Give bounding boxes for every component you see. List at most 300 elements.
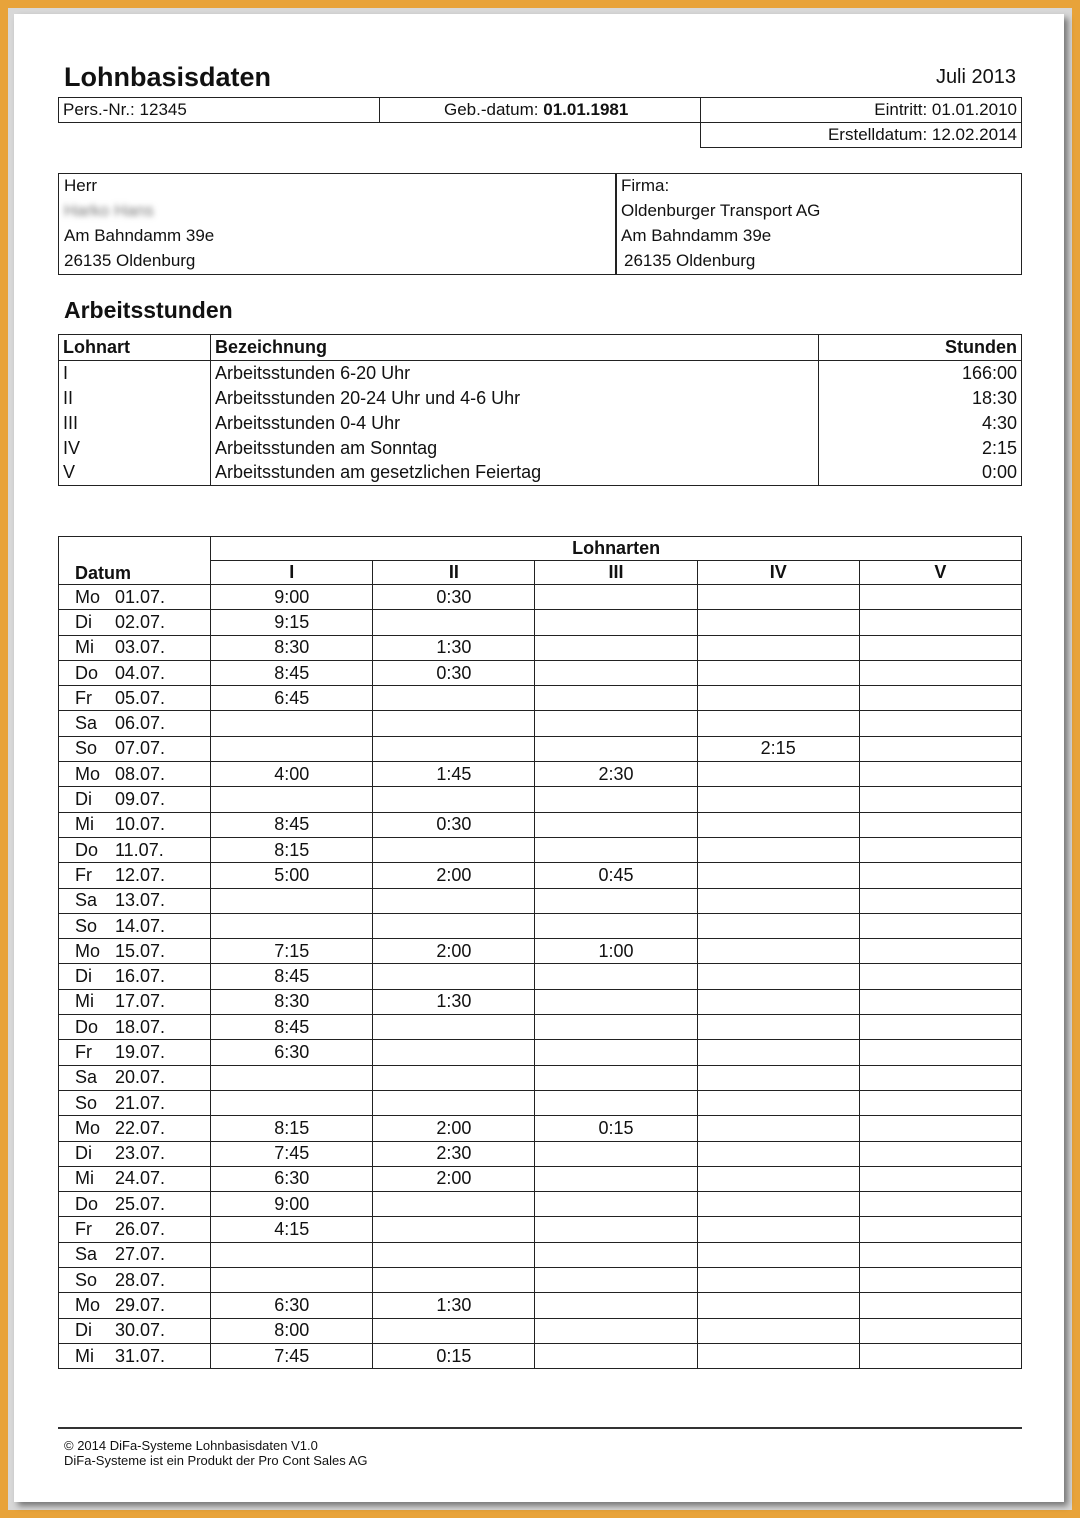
hours-cell [697,939,859,964]
hours-cell [535,1065,697,1090]
eintritt-value: 01.01.2010 [931,100,1017,119]
hours-cell [697,1318,859,1343]
weekday: Mo [75,1294,101,1315]
day-date [59,762,211,787]
hours-cell [697,1090,859,1115]
hours-cell [697,660,859,685]
hours-cell [697,635,859,660]
hours-cell [535,1040,697,1065]
date: 13.07. [115,890,166,911]
date: 28.07. [115,1269,166,1290]
summary-lohnart: IV [59,436,211,461]
address-divider [615,173,617,275]
footer-line-1: © 2014 DiFa-Systeme Lohnbasisdaten V1.0 [64,1438,318,1453]
date: 07.07. [115,738,166,759]
hours-cell: 1:30 [373,635,535,660]
day-date [59,1293,211,1318]
summary-stunden: 0:00 [819,461,1022,486]
hours-cell [859,1293,1021,1318]
address-box [58,173,1022,275]
pers-nr-label: Pers.-Nr.: [63,100,135,119]
hours-cell: 8:30 [211,635,373,660]
day-row [59,1242,1022,1267]
firma-street: Am Bahndamm 39e [621,226,772,245]
day-date [59,660,211,685]
employee-street: Am Bahndamm 39e [64,226,215,245]
day-row [59,711,1022,736]
date: 04.07. [115,662,166,683]
hours-cell: 8:45 [211,964,373,989]
day-date [59,1065,211,1090]
weekday: Sa [75,713,98,734]
weekday: Di [75,611,92,632]
summary-row [59,361,1022,386]
hours-cell [211,787,373,812]
hours-cell [535,1242,697,1267]
hours-cell [535,1318,697,1343]
erstelldatum-label: Erstelldatum: [827,125,928,144]
day-date [59,711,211,736]
hours-cell: 8:30 [211,989,373,1014]
hours-cell [697,837,859,862]
hours-cell: 8:45 [211,812,373,837]
summary-lohnart: II [59,386,211,411]
hours-cell [697,1116,859,1141]
date: 21.07. [115,1092,166,1113]
day-date [59,1090,211,1115]
hours-cell [373,610,535,635]
hours-cell [697,1242,859,1267]
weekday: So [75,1092,98,1113]
day-row [59,1343,1022,1368]
footer-text [64,1438,367,1468]
hours-cell: 4:15 [211,1217,373,1242]
hours-cell: 7:15 [211,939,373,964]
col-lohnart-2: II [373,561,535,585]
hours-cell: 2:30 [535,762,697,787]
day-row [59,1293,1022,1318]
hours-cell [373,888,535,913]
hours-cell [535,913,697,938]
weekday: Mi [75,814,94,835]
hours-cell [859,1242,1021,1267]
date: 18.07. [115,1016,166,1037]
hours-cell [859,1065,1021,1090]
date: 27.07. [115,1244,166,1265]
hours-cell [373,913,535,938]
hours-cell [211,1065,373,1090]
col-lohnart-4: IV [697,561,859,585]
day-row [59,1015,1022,1040]
hours-cell [535,1293,697,1318]
hours-cell [859,686,1021,711]
day-date [59,888,211,913]
day-row [59,635,1022,660]
hours-cell [697,888,859,913]
hours-cell [211,736,373,761]
day-row [59,1141,1022,1166]
hours-cell: 4:00 [211,762,373,787]
hours-cell [859,787,1021,812]
hours-cell [373,1242,535,1267]
hours-cell [697,913,859,938]
employee-name: Harko Hans [64,201,154,220]
weekday: Mo [75,940,101,961]
weekday: So [75,738,98,759]
hours-cell: 0:30 [373,660,535,685]
firma-name: Oldenburger Transport AG [621,201,821,220]
hours-cell [859,762,1021,787]
hours-cell [697,1268,859,1293]
hours-cell [211,1268,373,1293]
daily-body [59,585,1022,1369]
day-row [59,1040,1022,1065]
hours-cell [535,635,697,660]
date: 25.07. [115,1193,166,1214]
hours-cell [535,1217,697,1242]
geb-datum-label: Geb.-datum: [444,100,539,119]
hours-cell [535,1343,697,1368]
day-row [59,1268,1022,1293]
day-date [59,837,211,862]
hours-cell [697,863,859,888]
weekday: So [75,1269,98,1290]
eintritt-label: Eintritt: [874,100,928,119]
date: 20.07. [115,1067,166,1088]
hours-cell [859,888,1021,913]
page-title: Lohnbasisdaten [64,62,272,92]
day-row [59,686,1022,711]
hours-cell [373,1015,535,1040]
date: 12.07. [115,864,166,885]
day-row [59,1090,1022,1115]
weekday: Fr [75,687,92,708]
hours-cell: 8:45 [211,1015,373,1040]
summary-stunden: 18:30 [819,386,1022,411]
day-row [59,939,1022,964]
hours-cell: 0:30 [373,812,535,837]
hours-cell: 1:30 [373,989,535,1014]
document-page [14,14,1064,1502]
col-stunden: Stunden [819,335,1022,361]
hours-cell [859,610,1021,635]
hours-cell [697,610,859,635]
hours-cell [697,1166,859,1191]
geb-datum-value: 01.01.1981 [543,100,629,119]
summary-lohnart: V [59,461,211,486]
hours-cell [535,1166,697,1191]
date: 11.07. [115,839,164,860]
hours-cell: 8:00 [211,1318,373,1343]
day-row [59,1318,1022,1343]
day-row [59,1192,1022,1217]
date: 19.07. [115,1041,166,1062]
hours-cell [697,1293,859,1318]
hours-cell: 1:45 [373,762,535,787]
employee-city: 26135 Oldenburg [64,251,196,270]
day-date [59,1343,211,1368]
hours-cell [373,1065,535,1090]
hours-cell [211,1090,373,1115]
day-row [59,1166,1022,1191]
date: 09.07. [115,789,166,810]
hours-cell [373,1318,535,1343]
hours-cell [373,686,535,711]
day-date [59,1242,211,1267]
erstelldatum-value: 12.02.2014 [931,125,1017,144]
hours-cell: 5:00 [211,863,373,888]
day-row [59,863,1022,888]
hours-cell: 2:00 [373,1116,535,1141]
summary-bezeichnung: Arbeitsstunden am Sonntag [211,436,819,461]
hours-cell [697,1040,859,1065]
day-date [59,1040,211,1065]
hours-cell: 6:30 [211,1040,373,1065]
hours-cell [859,913,1021,938]
hours-cell [697,1192,859,1217]
hours-cell [535,1015,697,1040]
day-date [59,1268,211,1293]
hours-cell [859,1141,1021,1166]
day-row [59,989,1022,1014]
date: 06.07. [115,713,166,734]
hours-cell [697,1217,859,1242]
hours-cell [535,787,697,812]
hours-cell [373,837,535,862]
hours-cell [211,711,373,736]
hours-cell [535,1268,697,1293]
hours-cell [535,736,697,761]
day-date [59,939,211,964]
hours-cell [373,1268,535,1293]
date: 31.07. [115,1345,166,1366]
col-lohnart-5: V [859,561,1021,585]
hours-cell: 9:15 [211,610,373,635]
firma-city: 26135 Oldenburg [624,251,756,270]
weekday: Mo [75,1117,101,1138]
hours-cell [859,635,1021,660]
hours-cell [373,1192,535,1217]
pers-nr-box [58,97,380,123]
day-date [59,610,211,635]
hours-cell [211,1242,373,1267]
weekday: So [75,915,98,936]
hours-cell [859,585,1021,610]
hours-cell: 8:15 [211,837,373,862]
hours-cell: 2:00 [373,939,535,964]
day-row [59,660,1022,685]
date: 24.07. [115,1168,166,1189]
hours-cell [211,888,373,913]
hours-cell [535,1141,697,1166]
hours-cell [373,964,535,989]
day-row [59,610,1022,635]
weekday: Sa [75,890,98,911]
date: 29.07. [115,1294,166,1315]
hours-cell [697,1141,859,1166]
summary-lohnart: III [59,411,211,436]
erstelldatum-box [700,122,1022,148]
hours-cell: 7:45 [211,1141,373,1166]
hours-cell: 2:00 [373,1166,535,1191]
weekday: Di [75,789,92,810]
hours-cell [535,585,697,610]
footer-line-2: DiFa-Systeme ist ein Produkt der Pro Cont Sales AG [64,1453,368,1468]
day-row [59,1116,1022,1141]
hours-cell: 1:00 [535,939,697,964]
date: 15.07. [115,940,166,961]
hours-cell [697,1015,859,1040]
summary-stunden: 2:15 [819,436,1022,461]
weekday: Mo [75,763,101,784]
col-lohnart-1: I [211,561,373,585]
day-date [59,585,211,610]
summary-stunden: 4:30 [819,411,1022,436]
date: 16.07. [115,966,166,987]
hours-cell [697,686,859,711]
weekday: Mi [75,991,94,1012]
day-row [59,1065,1022,1090]
summary-stunden: 166:00 [819,361,1022,386]
date: 30.07. [115,1320,166,1341]
hours-cell [373,711,535,736]
date: 22.07. [115,1117,166,1138]
day-row [59,913,1022,938]
day-date [59,863,211,888]
hours-cell [697,762,859,787]
hours-cell: 0:30 [373,585,535,610]
date: 03.07. [115,637,166,658]
geb-datum-box [379,97,701,123]
hours-cell: 1:30 [373,1293,535,1318]
hours-cell: 9:00 [211,585,373,610]
hours-cell [373,787,535,812]
eintritt-box [700,97,1022,123]
summary-bezeichnung: Arbeitsstunden am gesetzlichen Feiertag [211,461,819,486]
hours-cell [535,660,697,685]
hours-cell [535,711,697,736]
hours-cell [697,964,859,989]
date: 23.07. [115,1143,166,1164]
day-date [59,989,211,1014]
weekday: Di [75,1320,92,1341]
day-date [59,1116,211,1141]
weekday: Di [75,1143,92,1164]
hours-cell [859,1166,1021,1191]
hours-cell: 2:15 [697,736,859,761]
hours-cell [535,989,697,1014]
lohnarten-header: Lohnarten [211,537,1022,561]
hours-cell [535,686,697,711]
hours-cell [535,610,697,635]
weekday: Do [75,1016,99,1037]
summary-bezeichnung: Arbeitsstunden 20-24 Uhr und 4-6 Uhr [211,386,819,411]
hours-cell: 0:15 [373,1343,535,1368]
hours-cell [535,964,697,989]
day-date [59,686,211,711]
hours-cell [697,1343,859,1368]
date: 01.07. [115,586,166,607]
day-date [59,1217,211,1242]
day-date [59,1166,211,1191]
hours-cell [373,1090,535,1115]
hours-cell [859,736,1021,761]
weekday: Di [75,966,92,987]
hours-cell [859,989,1021,1014]
date: 02.07. [115,611,166,632]
hours-cell [373,1217,535,1242]
day-row [59,964,1022,989]
day-row [59,787,1022,812]
weekday: Mo [75,586,101,607]
hours-cell [859,1318,1021,1343]
weekday: Sa [75,1067,98,1088]
summary-row [59,436,1022,461]
summary-row [59,386,1022,411]
weekday: Do [75,839,99,860]
hours-cell [859,660,1021,685]
summary-bezeichnung: Arbeitsstunden 0-4 Uhr [211,411,819,436]
weekday: Sa [75,1244,98,1265]
weekday: Do [75,1193,99,1214]
weekday: Fr [75,1041,92,1062]
arbeitsstunden-table [58,334,1022,486]
hours-cell [859,1015,1021,1040]
hours-cell: 6:30 [211,1293,373,1318]
date: 10.07. [115,814,166,835]
date: 08.07. [115,763,166,784]
hours-cell [535,1090,697,1115]
hours-cell: 6:30 [211,1166,373,1191]
hours-cell [859,837,1021,862]
firma-label: Firma: [621,176,670,195]
hours-cell: 7:45 [211,1343,373,1368]
day-date [59,913,211,938]
day-date [59,1318,211,1343]
date: 05.07. [115,687,166,708]
hours-cell: 6:45 [211,686,373,711]
hours-cell [697,711,859,736]
day-row [59,1217,1022,1242]
hours-cell: 0:15 [535,1116,697,1141]
col-datum: Datum [59,537,211,585]
hours-cell [859,812,1021,837]
hours-cell: 9:00 [211,1192,373,1217]
day-date [59,1192,211,1217]
day-row [59,762,1022,787]
day-date [59,1141,211,1166]
weekday: Mi [75,1345,94,1366]
date: 14.07. [115,915,166,936]
day-row [59,888,1022,913]
hours-cell [859,1268,1021,1293]
day-date [59,1015,211,1040]
hours-cell [535,812,697,837]
weekday: Mi [75,1168,94,1189]
arbeitsstunden-body [59,361,1022,486]
hours-cell [373,736,535,761]
day-row [59,837,1022,862]
hours-cell [697,585,859,610]
hours-cell [859,1040,1021,1065]
footer-divider [58,1427,1022,1429]
period-label: Juli 2013 [935,66,1016,88]
hours-cell [697,787,859,812]
hours-cell [535,1192,697,1217]
col-lohnart-3: III [535,561,697,585]
hours-cell [859,964,1021,989]
hours-cell: 8:15 [211,1116,373,1141]
